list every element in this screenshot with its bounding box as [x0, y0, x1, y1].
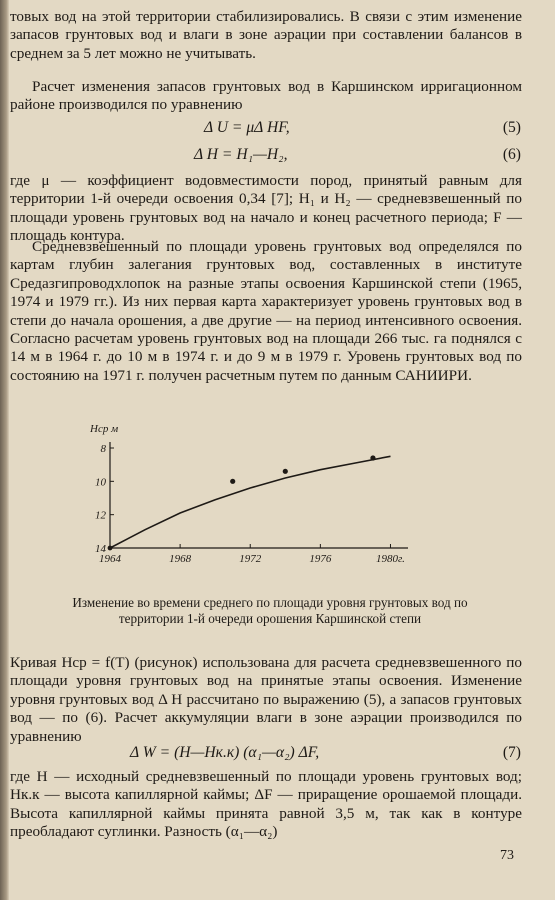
equation-6-formula: Δ H = H₁—H₂, [194, 146, 288, 163]
paragraph-6: где H — исходный средневзвешенный по площади уровень грунтовых вод; Hк.к — высота капиллярной каймы; ΔF — приращение орошаемой площади. Высота капиллярной каймы принята равной 3,5 м, так как в контуре преобладают суглинки. Разность (α₁—α₂) [10, 768, 522, 841]
chart-svg [90, 418, 430, 578]
equation-6-number: (6) [502, 146, 521, 163]
data-point [370, 455, 375, 460]
equation-5-number: (5) [502, 119, 521, 136]
paragraph-5: Кривая Hср = f(T) (рисунок) использована для расчета средневзвешенного по площади уровня грунтовых вод на принятые этапы освоения. Изменение уровня грунтовых вод Δ H рассчитано по выражению (5), а запасов грунтовых вод — по (6). Расчет аккумуляции влаги в зоне аэрации производился по уравнению [10, 654, 522, 745]
page-number: 73 [500, 848, 514, 863]
groundwater-level-chart [90, 418, 430, 578]
equation-5-formula: Δ U = μΔ HF, [204, 119, 290, 136]
data-point [230, 479, 235, 484]
y-tick-label: 10 [95, 476, 106, 489]
x-tick-label: 1964 [99, 553, 121, 565]
data-point [283, 469, 288, 474]
level-curve [110, 456, 391, 548]
y-tick-label: 8 [100, 443, 106, 455]
x-tick-label: 1972 [239, 553, 262, 565]
paragraph-1: товых вод на этой территории стабилизировались. В связи с этим изменение запасов грунтовых вод и влаги в зоне аэрации при составлении балансов в среднем за 5 лет можно не учитывать. [10, 8, 522, 62]
x-tick-label: 1980г. [376, 553, 405, 565]
start-point [108, 546, 113, 551]
y-tick-label: 14 [95, 543, 106, 555]
y-axis-label: Hср м [90, 423, 119, 435]
figure-caption: Изменение во времени среднего по площади уровня грунтовых вод по территории 1-й очереди орошения Каршинской степи [72, 595, 468, 627]
x-tick-label: 1968 [169, 553, 192, 565]
y-tick-label: 12 [95, 509, 106, 522]
equation-7-formula: Δ W = (H—Hк.к) (α₁—α₂) ΔF, [130, 744, 320, 761]
equation-7-number: (7) [502, 744, 521, 761]
paragraph-2: Расчет изменения запасов грунтовых вод в Каршинском ирригационном районе производился по уравнению [10, 78, 522, 114]
paragraph-3: где μ — коэффициент водовместимости пород, принятый равным для территории 1-й очереди освоения 0,34 [7]; H₁ и H₂ — средневзвешенный по площади уровень грунтовых вод на начало и конец расчетного периода; F — площадь контура. [10, 172, 522, 245]
x-tick-label: 1976 [309, 553, 332, 565]
paragraph-4: Средневзвешенный по площади уровень грунтовых вод определялся по картам глубин залегания грунтовых вод, составленных в институте Средазгипроводхлопок на разные этапы освоения Каршинской степи (1965, 1974 и 1979 гг.). Из них первая карта характеризует уровень грунтовых вод в степи до начала орошения, а две другие — на период интенсивного освоения. Согласно расчетам уровень грунтовых вод на площади 266 тыс. га поднялся с 14 м в 1964 г. до 10 м в 1974 г. и до 9 м в 1979 г. Уровень грунтовых вод по состоянию на 1971 г. получен расчетным путем по данным САНИИРИ. [10, 238, 522, 384]
